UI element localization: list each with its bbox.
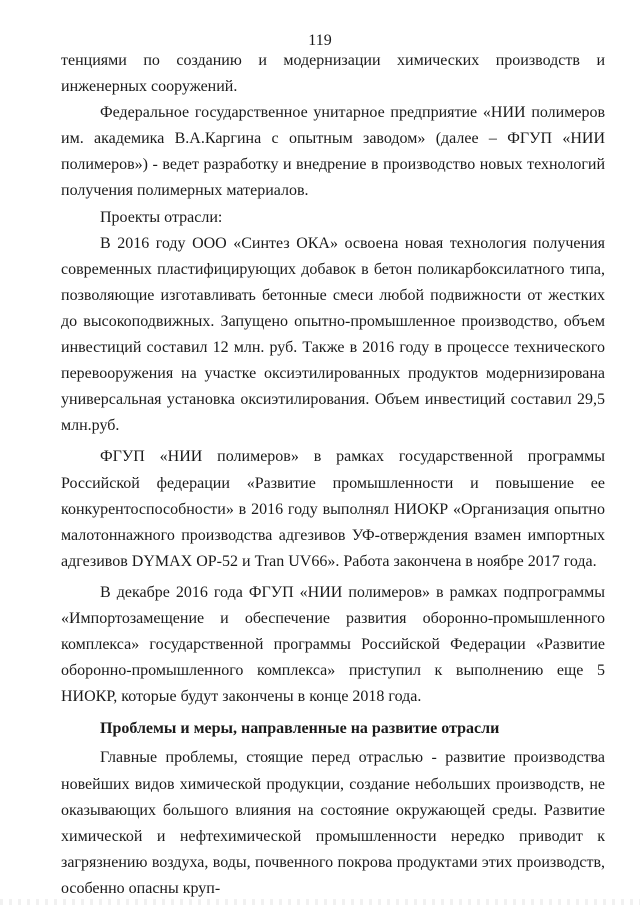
paragraph-fgup-intro: Федеральное государственное унитарное предприятие «НИИ полимеров им. академика В.А.Каргина с опытным заводом» (далее – ФГУП «НИИ полимеров») - ведет разработку и внедрение в производство новых технологий получения полимерных материалов. [61,104,605,200]
paragraph-projects-label: Проекты отрасли: [100,208,223,226]
page-number: 119 [308,32,332,49]
paragraph-main-problems: Главные проблемы, стоящие перед отраслью - развитие производства новейших видов химической продукции, создание небольших производств, не оказывающих большого влияния на состояние окружающей среды. Развитие химической и нефтехимической промышленности нередко приводит к загрязнению воздуха, воды, почвенного покрова продуктами этих производств, особенно опасны круп- [61,749,605,897]
scan-edge-artifact [0,899,640,905]
section-heading: Проблемы и меры, направленные на развитие отрасли [100,720,500,738]
paragraph-sintez-oka: В 2016 году ООО «Синтез ОКА» освоена новая технология получения современных пластифицирующих добавок в бетон поликарбоксилатного типа, позволяющие изготавливать бетонные смеси любой подвижности от жестких до высокоподвижных. Запущено опытно-промышленное производство, объем инвестиций составил 12 млн. руб. Также в 2016 году в процессе технического перевооружения на участке оксиэтилированных продуктов модернизирована универсальная установка оксиэтилирования. Объем инвестиций составил 29,5 млн.руб. [61,234,605,435]
paragraph-december-2016: В декабре 2016 года ФГУП «НИИ полимеров» в рамках подпрограммы «Импортозамещение и обеспечение развития оборонно-промышленного комплекса» государственной программы Российской Федерации «Развитие оборонно-промышленного комплекса» приступил к выполнению еще 5 НИОКР, которые будут закончены в конце 2018 года. [61,583,605,706]
document-body [61,48,605,902]
paragraph-continuation: тенциями по созданию и модернизации химических производств и инженерных сооружений. [61,52,605,96]
paragraph-fgup-niokr: ФГУП «НИИ полимеров» в рамках государственной программы Российской федерации «Развитие промышленности и повышение ее конкурентоспособности» в 2016 году выполнял НИОКР «Организация опытно малотоннажного производства адгезивов УФ-отверждения взамен импортных адгезивов DYMAX OP-52 и Tran UV66». Работа закончена в ноябре 2017 года. [61,448,605,570]
